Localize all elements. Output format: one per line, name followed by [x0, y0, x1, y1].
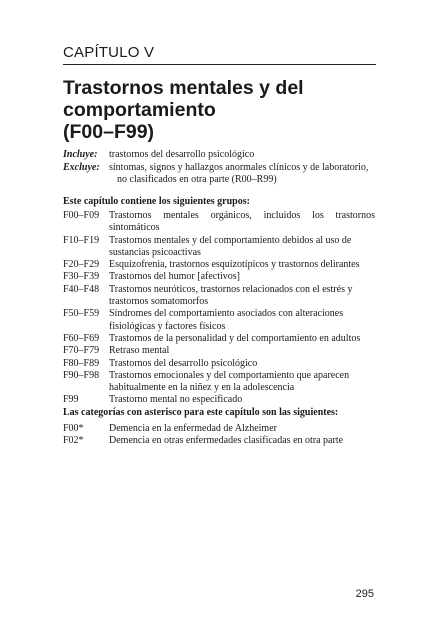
description [109, 333, 375, 345]
description-line: Demencia en otras enfermedades clasificadas en otra parte [109, 435, 344, 447]
group-row [63, 210, 375, 235]
description [109, 394, 375, 406]
group-row [63, 235, 375, 260]
description-line: Esquizofrenia, trastornos esquizotípicos y trastornos delirantes [109, 259, 360, 271]
includes-label: Incluye: [63, 149, 98, 160]
description [109, 308, 375, 333]
description-line: Trastornos neuróticos, trastornos relacionados con el estrés y [109, 283, 353, 295]
groups-list [63, 210, 375, 407]
description [109, 345, 375, 357]
header-rule [63, 64, 376, 65]
code: F80–F89 [63, 357, 100, 369]
excludes-line: síntomas, signos y hallazgos anormales clínicos y de laboratorio, [109, 161, 369, 173]
inclusion-exclusion-block [63, 149, 383, 187]
group-row [63, 333, 375, 345]
description [109, 370, 375, 395]
page-number: 295 [355, 588, 374, 600]
title-line: comportamiento [63, 99, 216, 121]
description [109, 271, 375, 283]
group-row [63, 308, 375, 333]
description-line: fisiológicas y factores físicos [109, 320, 226, 332]
code: F90–F98 [63, 369, 100, 381]
code: F10–F19 [63, 234, 100, 246]
description [109, 259, 375, 271]
code: F20–F29 [63, 259, 100, 271]
group-row [63, 358, 375, 370]
chapter-label: CAPÍTULO V [63, 44, 155, 61]
excludes-label: Excluye: [63, 161, 100, 173]
code: F00* [63, 423, 84, 434]
description [109, 235, 375, 260]
description-line: Trastorno mental no especificado [109, 394, 243, 406]
description-line: Trastornos emocionales y del comportamiento que aparecen [109, 369, 350, 381]
group-row [63, 271, 375, 283]
group-row [63, 259, 375, 271]
description-line: Trastornos de la personalidad y del comportamiento en adultos [109, 332, 361, 344]
description [109, 423, 375, 435]
includes-row [63, 149, 383, 162]
code: F60–F69 [63, 332, 100, 344]
description-line: sustancias psicoactivas [109, 246, 201, 258]
group-row [63, 394, 375, 406]
excludes-text [109, 162, 383, 187]
description [109, 358, 375, 370]
title-line: Trastornos mentales y del [63, 77, 304, 99]
code: F30–F39 [63, 271, 100, 283]
asterisk-list [63, 423, 375, 448]
description-line: trastornos somatomorfos [109, 296, 209, 308]
description-line: Trastornos mentales y del comportamiento debidos al uso de [109, 234, 352, 246]
excludes-line: no clasificados en otra parte (R00–R99) [117, 174, 277, 185]
description [109, 210, 375, 235]
group-row [63, 345, 375, 357]
asterisk-row [63, 423, 375, 435]
code: F02* [63, 435, 84, 447]
description-line: Trastornos mentales orgánicos, incluidos los trastornos sintomáticos [109, 210, 375, 234]
code: F99 [63, 394, 79, 406]
excludes-row [63, 162, 383, 187]
code: F50–F59 [63, 308, 100, 320]
description [109, 284, 375, 309]
description-line: Demencia en la enfermedad de Alzheimer [109, 423, 277, 434]
description [109, 435, 375, 447]
description-line: Trastornos del humor [afectivos] [109, 271, 240, 283]
includes-text: trastornos del desarrollo psicológico [109, 149, 255, 160]
chapter-title [63, 77, 378, 143]
title-line: (F00–F99) [63, 121, 155, 143]
description-line: Síndromes del comportamiento asociados con alteraciones [109, 308, 344, 320]
group-row [63, 284, 375, 309]
asterisk-heading: Las categorías con asterisco para este capítulo son las siguientes: [63, 407, 339, 418]
description-line: Trastornos del desarrollo psicológico [109, 357, 258, 369]
description-line: Retraso mental [109, 345, 170, 357]
code: F70–F79 [63, 345, 100, 357]
description-line: habitualmente en la niñez y en la adolescencia [109, 382, 295, 394]
group-row [63, 370, 375, 395]
asterisk-row [63, 435, 375, 447]
groups-heading: Este capítulo contiene los siguientes grupos: [63, 196, 250, 207]
code: F40–F48 [63, 283, 100, 295]
code: F00–F09 [63, 210, 100, 221]
